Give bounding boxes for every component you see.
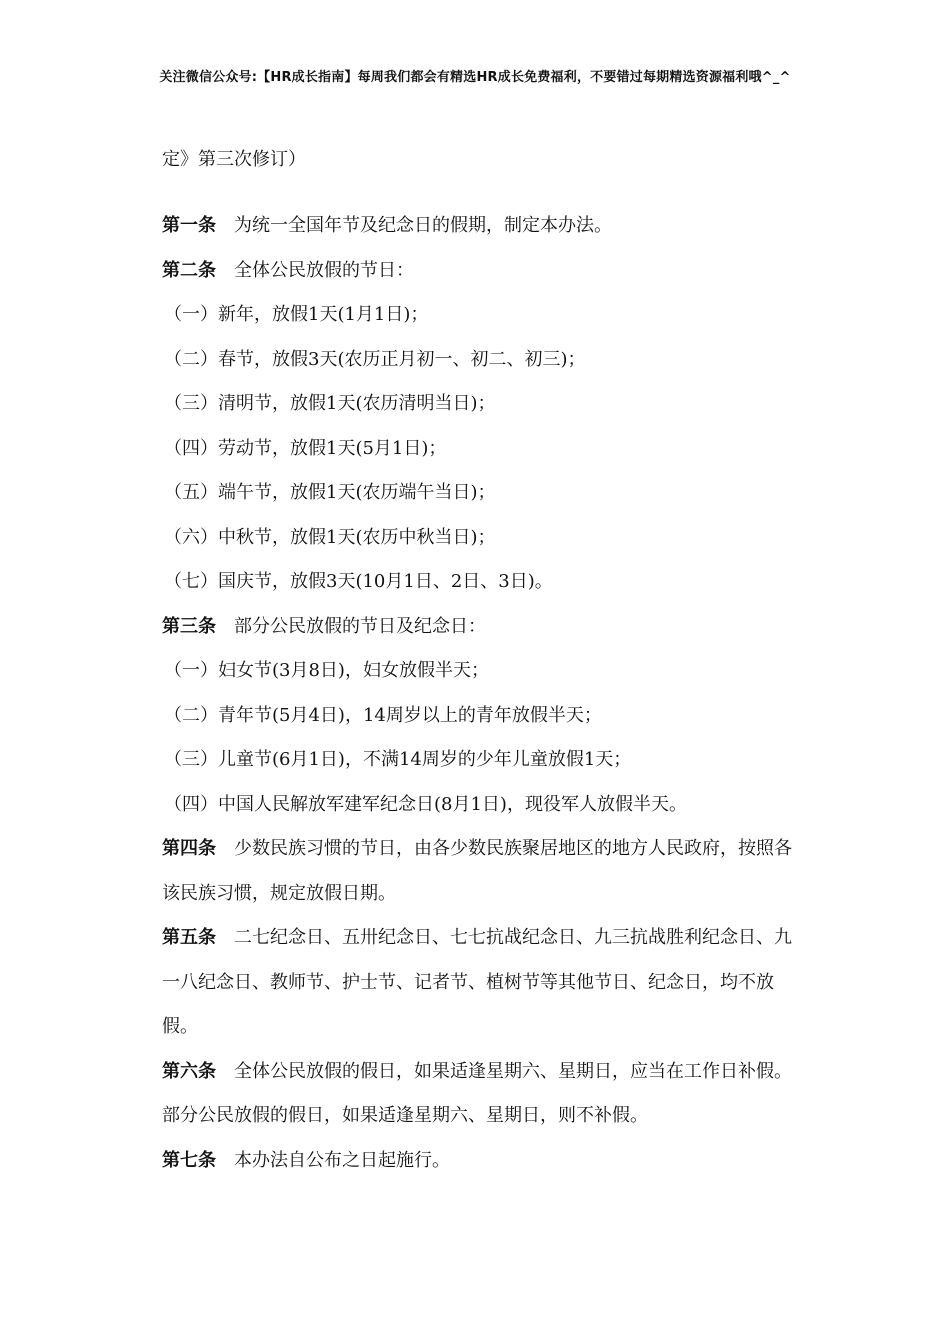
page-header-notice: 关注微信公众号:【HR成长指南】每周我们都会有精选HR成长免费福利，不要错过每期精选资源福利哦^_^	[159, 70, 791, 85]
article-7	[162, 1139, 802, 1184]
article-1	[162, 204, 802, 249]
list-item: （三）儿童节(6月1日)，不满14周岁的少年儿童放假1天；	[164, 749, 632, 770]
list-item: （四）中国人民解放军建军纪念日(8月1日)，现役军人放假半天。	[164, 793, 687, 815]
article-6	[162, 1050, 802, 1139]
article-5	[162, 916, 802, 1050]
list-item: （七）国庆节，放假3天(10月1日、2日、3日)。	[164, 571, 553, 592]
article-label: 第七条	[162, 1149, 216, 1171]
intro-line: 定》第三次修订）	[162, 149, 306, 170]
article-label: 第四条	[162, 838, 216, 859]
article-label: 第六条	[162, 1060, 216, 1082]
list-item: （六）中秋节，放假1天(农历中秋当日)；	[164, 526, 496, 548]
article-3	[162, 605, 802, 650]
list-item: （四）劳动节，放假1天(5月1日)；	[164, 437, 447, 459]
list-item: （一）新年，放假1天(1月1日)；	[164, 304, 429, 325]
list-item: （二）青年节(5月4日)，14周岁以上的青年放假半天；	[164, 704, 602, 726]
article-text: 本办法自公布之日起施行。	[234, 1149, 450, 1171]
article-label: 第五条	[162, 927, 216, 948]
article-4	[162, 827, 802, 916]
article-label: 第三条	[162, 615, 216, 637]
article-text: 全体公民放假的节日：	[234, 259, 414, 281]
article-text: 全体公民放假的假日，如果适逢星期六、星期日，应当在工作日补假。部分公民放假的假日，如果适逢星期六、星期日，则不补假。	[162, 1060, 792, 1126]
list-item: （五）端午节，放假1天(农历端午当日)；	[164, 482, 496, 503]
article-label: 第一条	[162, 215, 216, 236]
article-text: 部分公民放假的节日及纪念日：	[234, 615, 486, 637]
list-item: （一）妇女节(3月8日)，妇女放假半天；	[164, 660, 489, 681]
article-text: 二七纪念日、五卅纪念日、七七抗战纪念日、九三抗战胜利纪念日、九一八纪念日、教师节、护士节、记者节、植树节等其他节日、纪念日，均不放假。	[162, 927, 792, 1037]
article-text: 为统一全国年节及纪念日的假期，制定本办法。	[234, 215, 612, 236]
document-body	[162, 140, 802, 1183]
article-text: 少数民族习惯的节日，由各少数民族聚居地区的地方人民政府，按照各该民族习惯，规定放假日期。	[162, 838, 792, 904]
list-item: （三）清明节，放假1天(农历清明当日)；	[164, 393, 496, 414]
list-item: （二）春节，放假3天(农历正月初一、初二、初三)；	[164, 348, 586, 370]
article-2	[162, 249, 802, 294]
article-label: 第二条	[162, 259, 216, 281]
